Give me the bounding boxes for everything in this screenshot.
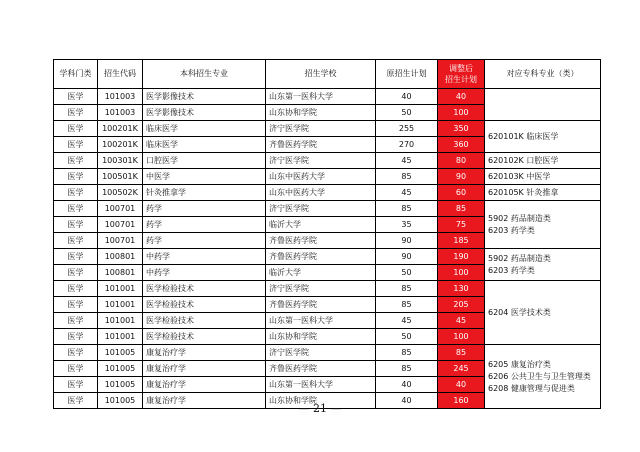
cell-adjusted-plan: 130	[438, 281, 485, 297]
cell-school: 济宁医学院	[266, 121, 376, 137]
cell-adjusted-plan: 85	[438, 201, 485, 217]
cell-specialty	[485, 121, 601, 153]
cell-major: 康复治疗学	[143, 345, 266, 361]
cell-adjusted-plan: 80	[438, 153, 485, 169]
enrollment-table	[53, 59, 601, 409]
cell-original-plan: 85	[376, 345, 438, 361]
cell-adjusted-plan: 45	[438, 313, 485, 329]
cell-original-plan: 45	[376, 185, 438, 201]
header-adjusted-line-1: 调整后	[449, 64, 473, 73]
cell-major: 康复治疗学	[143, 361, 266, 377]
cell-school: 齐鲁医药学院	[266, 249, 376, 265]
cell-category: 医学	[54, 201, 98, 217]
cell-major: 针灸推拿学	[143, 185, 266, 201]
cell-major: 药学	[143, 217, 266, 233]
cell-major: 医学影像技术	[143, 105, 266, 121]
cell-school: 齐鲁医药学院	[266, 361, 376, 377]
cell-code: 101001	[98, 329, 143, 345]
cell-category: 医学	[54, 153, 98, 169]
cell-code: 100701	[98, 217, 143, 233]
cell-specialty	[485, 281, 601, 345]
cell-school: 山东中医药大学	[266, 169, 376, 185]
cell-original-plan: 255	[376, 121, 438, 137]
cell-specialty	[485, 345, 601, 409]
cell-original-plan: 50	[376, 329, 438, 345]
cell-specialty	[485, 89, 601, 121]
header-specialty: 对应专科专业（类）	[485, 60, 601, 89]
cell-code: 100201K	[98, 137, 143, 153]
cell-category: 医学	[54, 249, 98, 265]
cell-category: 医学	[54, 329, 98, 345]
cell-code: 101005	[98, 361, 143, 377]
specialty-line: 5902 药品制造类	[488, 213, 551, 223]
cell-original-plan: 50	[376, 265, 438, 281]
cell-original-plan: 45	[376, 153, 438, 169]
cell-major: 药学	[143, 233, 266, 249]
specialty-line: 6206 公共卫生与卫生管理类	[488, 371, 591, 381]
cell-original-plan: 45	[376, 313, 438, 329]
cell-school: 齐鲁医药学院	[266, 233, 376, 249]
cell-code: 101003	[98, 89, 143, 105]
specialty-line: 620101K 临床医学	[488, 131, 559, 141]
cell-category: 医学	[54, 105, 98, 121]
cell-adjusted-plan: 245	[438, 361, 485, 377]
specialty-line: 6204 医学技术类	[488, 307, 551, 317]
cell-code: 101001	[98, 281, 143, 297]
cell-code: 101001	[98, 313, 143, 329]
cell-major: 中药学	[143, 249, 266, 265]
specialty-line: 5902 药品制造类	[488, 253, 551, 263]
cell-category: 医学	[54, 137, 98, 153]
cell-school: 山东协和学院	[266, 393, 376, 409]
table-row	[54, 345, 601, 361]
cell-code: 100701	[98, 201, 143, 217]
cell-adjusted-plan: 350	[438, 121, 485, 137]
cell-adjusted-plan: 160	[438, 393, 485, 409]
header-category: 学科门类	[54, 60, 98, 89]
table-body	[54, 89, 601, 409]
specialty-line: 620105K 针灸推拿	[488, 187, 559, 197]
cell-code: 100502K	[98, 185, 143, 201]
cell-code: 100701	[98, 233, 143, 249]
cell-adjusted-plan: 100	[438, 265, 485, 281]
cell-school: 山东中医药大学	[266, 185, 376, 201]
header-major: 本科招生专业	[143, 60, 266, 89]
cell-original-plan: 35	[376, 217, 438, 233]
cell-original-plan: 85	[376, 201, 438, 217]
cell-major: 医学检验技术	[143, 281, 266, 297]
cell-major: 医学影像技术	[143, 89, 266, 105]
cell-school: 济宁医学院	[266, 345, 376, 361]
cell-category: 医学	[54, 169, 98, 185]
cell-major: 医学检验技术	[143, 297, 266, 313]
table-row	[54, 249, 601, 265]
cell-adjusted-plan: 360	[438, 137, 485, 153]
cell-original-plan: 50	[376, 105, 438, 121]
table-row	[54, 169, 601, 185]
cell-original-plan: 90	[376, 233, 438, 249]
cell-school: 济宁医学院	[266, 153, 376, 169]
cell-code: 100301K	[98, 153, 143, 169]
table-row	[54, 121, 601, 137]
cell-original-plan: 40	[376, 393, 438, 409]
table-row	[54, 185, 601, 201]
header-adjusted-plan	[438, 60, 485, 89]
cell-adjusted-plan: 100	[438, 105, 485, 121]
cell-original-plan: 85	[376, 281, 438, 297]
cell-category: 医学	[54, 185, 98, 201]
header-original-plan: 原招生计划	[376, 60, 438, 89]
specialty-line: 620102K 口腔医学	[488, 155, 559, 165]
cell-specialty	[485, 185, 601, 201]
specialty-line: 6203 药学类	[488, 265, 535, 275]
cell-category: 医学	[54, 297, 98, 313]
cell-specialty	[485, 153, 601, 169]
cell-school: 山东第一医科大学	[266, 377, 376, 393]
page-number: — 21 —	[298, 402, 342, 415]
cell-school: 临沂大学	[266, 265, 376, 281]
cell-category: 医学	[54, 313, 98, 329]
cell-original-plan: 40	[376, 377, 438, 393]
cell-adjusted-plan: 90	[438, 169, 485, 185]
cell-specialty	[485, 249, 601, 281]
table-row	[54, 201, 601, 217]
cell-category: 医学	[54, 377, 98, 393]
cell-code: 101005	[98, 393, 143, 409]
cell-adjusted-plan: 40	[438, 377, 485, 393]
cell-category: 医学	[54, 361, 98, 377]
cell-code: 101003	[98, 105, 143, 121]
cell-code: 100801	[98, 265, 143, 281]
specialty-line: 620103K 中医学	[488, 171, 551, 181]
cell-specialty	[485, 169, 601, 185]
cell-original-plan: 85	[376, 361, 438, 377]
header-adjusted-line-2: 招生计划	[445, 75, 477, 84]
cell-major: 康复治疗学	[143, 377, 266, 393]
cell-specialty	[485, 201, 601, 249]
cell-major: 医学检验技术	[143, 313, 266, 329]
table-header-row	[54, 60, 601, 89]
cell-category: 医学	[54, 233, 98, 249]
cell-school: 齐鲁医药学院	[266, 297, 376, 313]
header-code: 招生代码	[98, 60, 143, 89]
cell-code: 100501K	[98, 169, 143, 185]
specialty-line: 6208 健康管理与促进类	[488, 383, 575, 393]
cell-code: 100801	[98, 249, 143, 265]
cell-original-plan: 40	[376, 89, 438, 105]
cell-school: 山东第一医科大学	[266, 89, 376, 105]
cell-code: 101005	[98, 345, 143, 361]
cell-major: 康复治疗学	[143, 393, 266, 409]
cell-original-plan: 85	[376, 169, 438, 185]
cell-school: 山东第一医科大学	[266, 313, 376, 329]
cell-original-plan: 90	[376, 249, 438, 265]
table-row	[54, 153, 601, 169]
cell-category: 医学	[54, 265, 98, 281]
cell-major: 医学检验技术	[143, 329, 266, 345]
cell-school: 山东协和学院	[266, 329, 376, 345]
cell-major: 中医学	[143, 169, 266, 185]
cell-category: 医学	[54, 217, 98, 233]
cell-adjusted-plan: 205	[438, 297, 485, 313]
cell-school: 齐鲁医药学院	[266, 137, 376, 153]
table-row	[54, 89, 601, 105]
cell-major: 口腔医学	[143, 153, 266, 169]
table-row	[54, 281, 601, 297]
cell-category: 医学	[54, 393, 98, 409]
cell-category: 医学	[54, 281, 98, 297]
cell-original-plan: 85	[376, 297, 438, 313]
cell-adjusted-plan: 100	[438, 329, 485, 345]
cell-code: 100201K	[98, 121, 143, 137]
cell-adjusted-plan: 185	[438, 233, 485, 249]
cell-adjusted-plan: 190	[438, 249, 485, 265]
cell-adjusted-plan: 75	[438, 217, 485, 233]
cell-code: 101005	[98, 377, 143, 393]
cell-original-plan: 270	[376, 137, 438, 153]
specialty-line: 6203 药学类	[488, 225, 535, 235]
cell-adjusted-plan: 85	[438, 345, 485, 361]
cell-category: 医学	[54, 121, 98, 137]
cell-school: 山东协和学院	[266, 105, 376, 121]
cell-major: 药学	[143, 201, 266, 217]
cell-school: 临沂大学	[266, 217, 376, 233]
cell-school: 济宁医学院	[266, 201, 376, 217]
cell-major: 中药学	[143, 265, 266, 281]
cell-code: 101001	[98, 297, 143, 313]
cell-category: 医学	[54, 89, 98, 105]
cell-adjusted-plan: 40	[438, 89, 485, 105]
cell-major: 临床医学	[143, 137, 266, 153]
specialty-line: 6205 康复治疗类	[488, 359, 551, 369]
cell-school: 济宁医学院	[266, 281, 376, 297]
cell-category: 医学	[54, 345, 98, 361]
cell-adjusted-plan: 60	[438, 185, 485, 201]
cell-major: 临床医学	[143, 121, 266, 137]
header-school: 招生学校	[266, 60, 376, 89]
